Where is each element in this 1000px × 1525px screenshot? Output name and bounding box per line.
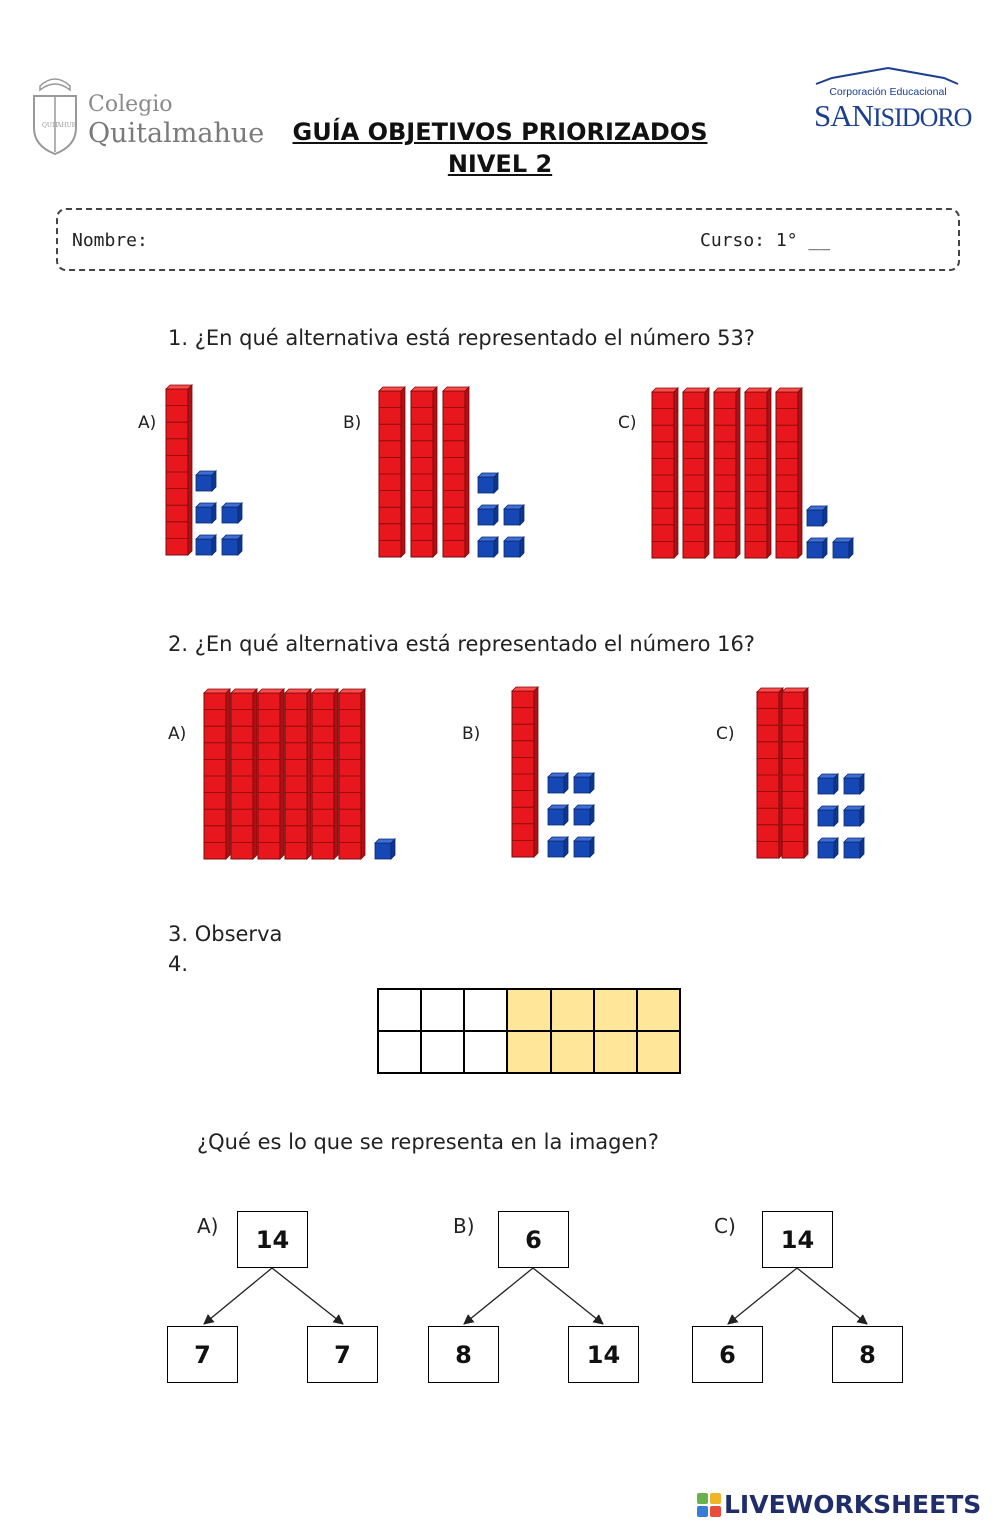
q2-option-c-label: C) [716, 724, 735, 744]
brand-isidoro: ISIDORO [873, 103, 972, 132]
bond-c-part-right: 8 [832, 1326, 903, 1383]
question-1-text: 1. ¿En qué alternativa está representado el número 53? [168, 326, 755, 350]
course-field-label: Curso: 1° __ [700, 230, 831, 251]
bond-option-b-label: B) [453, 1214, 475, 1238]
bond-b-whole: 6 [498, 1211, 569, 1268]
liveworksheets-wordmark: LIVEWORKSHEETS [724, 1490, 982, 1519]
bond-a-right-arrow [272, 1268, 343, 1324]
q2-option-a-label: A) [168, 724, 187, 744]
q1-option-b-label: B) [343, 413, 362, 433]
bond-a-left-arrow [204, 1268, 272, 1324]
corporation-label: Corporación Educacional [829, 86, 947, 98]
bond-c-right-arrow [797, 1268, 867, 1324]
bond-b-part-left: 8 [428, 1326, 499, 1383]
q1-option-a-label: A) [138, 413, 157, 433]
bond-c-left-arrow [728, 1268, 797, 1324]
bond-a-whole: 14 [237, 1211, 308, 1268]
bond-option-a-label: A) [197, 1214, 219, 1238]
bond-c-part-left: 6 [692, 1326, 763, 1383]
brand-san: SAN [814, 98, 874, 133]
svg-text:AHUE: AHUE [57, 122, 77, 129]
school-name-line1: Colegio [88, 92, 173, 117]
liveworksheets-logo [696, 1488, 996, 1520]
bond-b-part-right: 14 [568, 1326, 639, 1383]
svg-text:QUIT: QUIT [42, 122, 59, 129]
bond-a-part-left: 7 [167, 1326, 238, 1383]
q2-option-b-label: B) [462, 724, 481, 744]
grid-question-text: ¿Qué es lo que se representa en la imagen? [197, 1130, 659, 1154]
q1-option-c-label: C) [618, 413, 637, 433]
title-line2: NIVEL 2 [447, 150, 553, 178]
liveworksheets-icon [696, 1492, 722, 1518]
bond-b-right-arrow [533, 1268, 603, 1324]
question-3-text: 3. Observa [168, 922, 283, 946]
title-line1: GUÍA OBJETIVOS PRIORIZADOS [292, 118, 708, 146]
question-2-text: 2. ¿En qué alternativa está representado el número 16? [168, 632, 755, 656]
name-field-label: Nombre: [72, 230, 148, 251]
bond-a-part-right: 7 [307, 1326, 378, 1383]
question-4-number: 4. [168, 952, 189, 976]
bond-b-left-arrow [464, 1268, 533, 1324]
school-name-line2: Quitalmahue [88, 118, 265, 149]
bond-option-c-label: C) [714, 1214, 736, 1238]
bond-c-whole: 14 [762, 1211, 833, 1268]
